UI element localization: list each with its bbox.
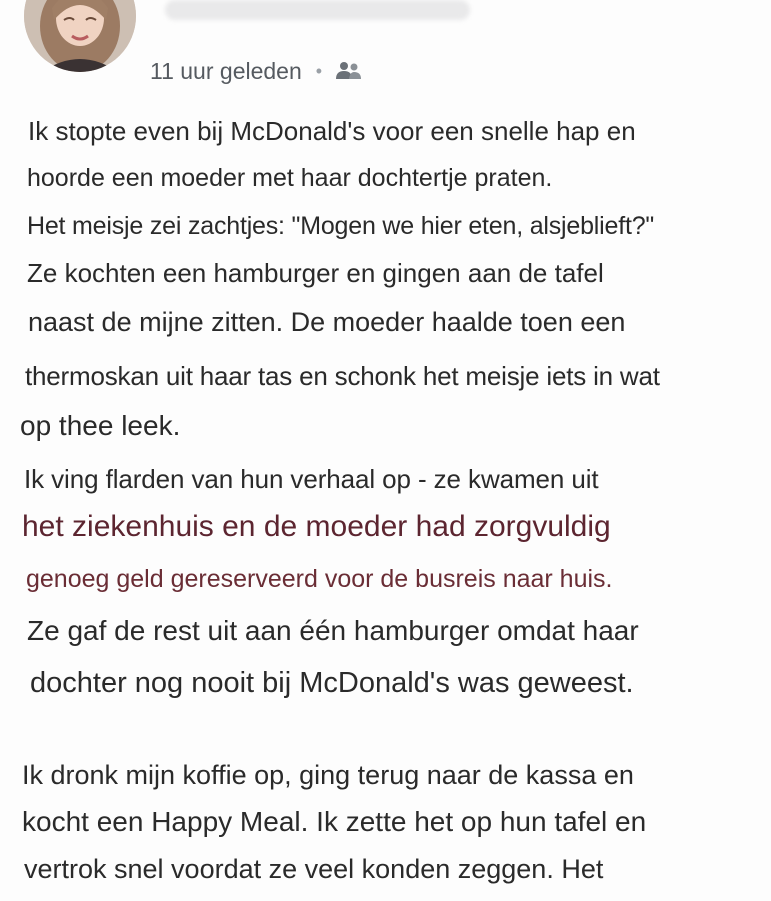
post-line: genoeg geld gereserveerd voor de busreis naar huis. [26,565,613,593]
post-line: Ze kochten een hamburger en gingen aan de tafel [27,258,604,288]
post-line: het ziekenhuis en de moeder had zorgvuldig [22,510,611,543]
post-line: kocht een Happy Meal. Ik zette het op hun tafel en [22,806,647,837]
post-line: Ze gaf de rest uit aan één hamburger omdat haar [27,615,639,646]
post-line: naast de mijne zitten. De moeder haalde toen een [28,307,626,337]
meta-separator: • [315,60,323,81]
post-line: Ik stopte even bij McDonald's voor een snelle hap en [28,116,636,146]
post-timestamp[interactable]: 11 uur geleden [150,57,302,84]
post-line: vertrok snel voordat ze veel konden zeggen. Het [24,854,604,884]
post-line: Ik ving flarden van hun verhaal op - ze kwamen uit [24,464,599,494]
post-line: dochter nog nooit bij McDonald's was geweest. [30,667,634,699]
post-line: thermoskan uit haar tas en schonk het meisje iets in wat [25,361,660,391]
post-line: Ik dronk mijn koffie op, ging terug naar de kassa en [22,760,634,790]
post-line: hoorde een moeder met haar dochtertje praten. [27,164,553,192]
post-line: op thee leek. [20,410,181,441]
post-line: Het meisje zei zachtjes: "Mogen we hier eten, alsjeblieft?" [27,212,655,240]
